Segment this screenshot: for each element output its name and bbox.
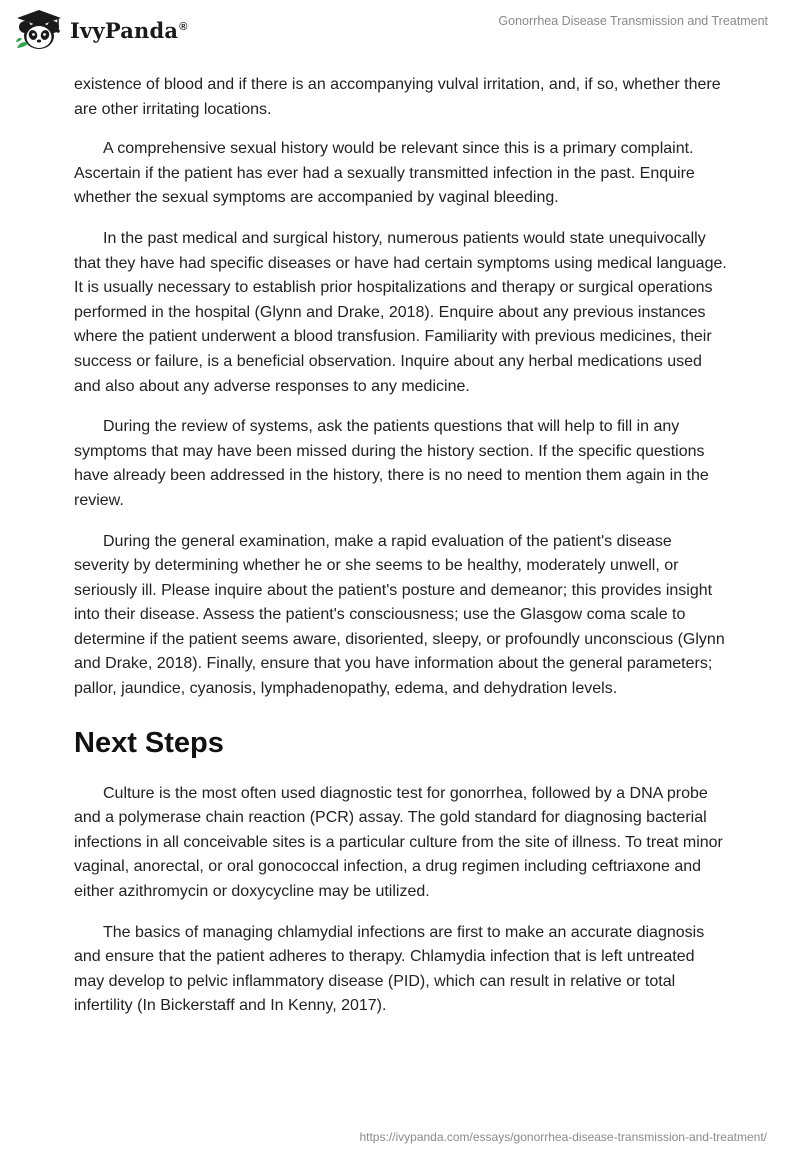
paragraph-2: A comprehensive sexual history would be relevant since this is a primary complaint. Ascertain if the patient has ever had a sexually transmitted infection in the past. Enquire whether the sexual symptoms are accompanied by vaginal bleeding. [74,140,695,207]
logo-wordmark: IvyPanda® [70,17,188,43]
paragraph-1: existence of blood and if there is an accompanying vulval irritation, and, if so, whether there are other irritating locations. [74,76,721,118]
footer-source-url[interactable]: https://ivypanda.com/essays/gonorrhea-disease-transmission-and-treatment/ [359,1130,767,1144]
page-header [0,0,800,62]
essay-content [74,73,728,1035]
paragraph-7: The basics of managing chlamydial infections are first to make an accurate diagnosis and ensure that the patient adheres to therapy. Chlamydia infection that is left untreated may develop to pelvic inflammatory disease (PID), which can result in relative or total infertility (In Bickerstaff and In Kenny, 2017). [74,923,705,1015]
document-title: Gonorrhea Disease Transmission and Treatment [498,14,768,28]
paragraph-5: During the general examination, make a rapid evaluation of the patient's disease severity by determining whether he or she seems to be healthy, moderately unwell, or seriously ill. Please inquire about the patient's posture and demeanor; this provides insight into their disease. Assess the patient's consciousness; use the Glasgow coma scale to determine if the patient seems aware, disoriented, sleepy, or profoundly unconscious (Glynn and Drake, 2018). Finally, ensure that you have information about the general parameters; pallor, jaundice, cyanosis, lymphadenopathy, edema, and dehydration levels. [74,532,725,698]
paragraph-4: During the review of systems, ask the patients questions that will help to fill in any symptoms that may have been missed during the history section. If the specific questions have already been addressed in the history, there is no need to mention them again in the review. [74,418,709,509]
panda-icon [14,8,64,52]
paragraph-3: In the past medical and surgical history, numerous patients would state unequivocally that they have had specific diseases or have had certain symptoms using medical language. It is usually necessary to establish prior hospitalizations and therapy or surgical operations performed in the hospital (Glynn and Drake, 2018). Enquire about any previous instances where the patient underwent a blood transfusion. Familiarity with previous medicines, their success or failure, is a beneficial observation. Inquire about any herbal medications used and also about any adverse responses to any medicine. [74,229,727,395]
paragraph-6: Culture is the most often used diagnostic test for gonorrhea, followed by a DNA probe and a polymerase chain reaction (PCR) assay. The gold standard for diagnosing bacterial infections in all conceivable sites is a particular culture from the site of illness. To treat minor vaginal, anorectal, or oral gonococcal infection, a drug regimen including ceftriaxone and either azithromycin or doxycycline may be utilized. [74,784,723,901]
ivypanda-logo[interactable] [14,8,188,52]
section-heading-next-steps: Next Steps [74,726,224,759]
